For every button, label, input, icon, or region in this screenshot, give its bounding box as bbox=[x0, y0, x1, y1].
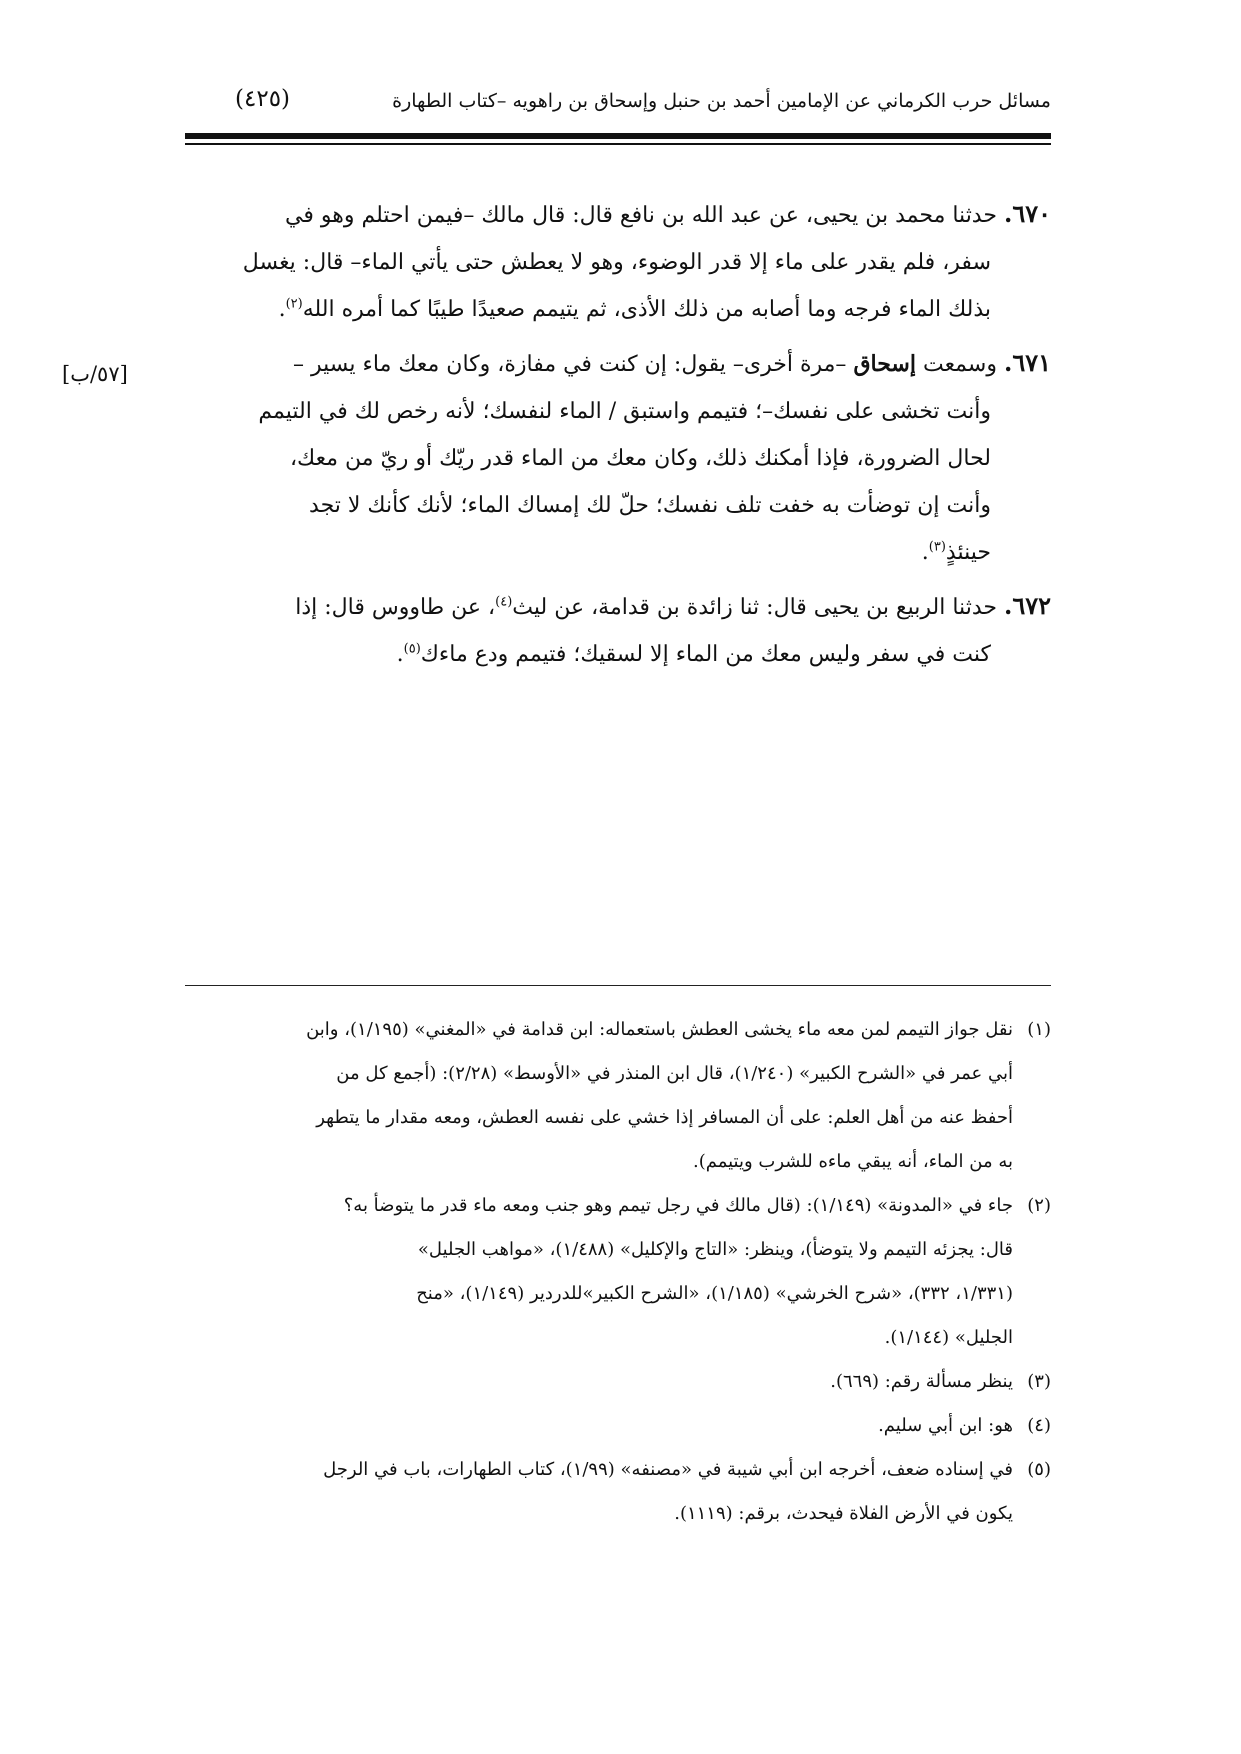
narrator-name: إسحاق bbox=[853, 351, 916, 377]
footnote-3 bbox=[185, 1360, 1051, 1404]
issue-672 bbox=[185, 582, 1051, 678]
footnote-line: (١/٣٣١، ٣٣٢)، «شرح الخرشي» (١/١٨٥)، «الشرح الكبير»للدردير (١/١٤٩)، «منح bbox=[416, 1283, 1013, 1304]
footnotes bbox=[185, 1008, 1051, 1536]
footnote-5 bbox=[185, 1448, 1051, 1536]
text-line: وأنت إن توضأت به خفت تلف نفسك؛ حلّ لك إمساك الماء؛ لأنك كأنك لا تجد bbox=[309, 493, 991, 518]
running-header bbox=[185, 86, 1051, 126]
footnote-separator bbox=[185, 985, 1051, 986]
issue-number: ٦٧٠. bbox=[1003, 199, 1051, 228]
text-line: حدثنا الربيع بن يحيى قال: ثنا زائدة بن قدامة، عن ليث bbox=[512, 595, 997, 620]
issue-670 bbox=[185, 190, 1051, 333]
punctuation: . bbox=[396, 642, 404, 667]
header-rule-thick bbox=[185, 133, 1051, 139]
footnote-line: في إسناده ضعف، أخرجه ابن أبي شيبة في «مصنفه» (١/٩٩)، كتاب الطهارات، باب في الرجل bbox=[323, 1459, 1013, 1480]
issue-671 bbox=[185, 339, 1051, 576]
footnote-line: أحفظ عنه من أهل العلم: على أن المسافر إذا خشي على نفسه العطش، ومعه مقدار ما يتطهر bbox=[316, 1107, 1013, 1128]
issue-number: ٦٧٢. bbox=[1003, 591, 1051, 620]
footnote-number: (١) bbox=[1027, 1019, 1051, 1040]
footnote-number: (٢) bbox=[1027, 1195, 1051, 1216]
text-line: بذلك الماء فرجه وما أصابه من ذلك الأذى، ثم يتيمم صعيدًا طيبًا كما أمره الله bbox=[302, 297, 991, 322]
footnote-line: الجليل» (١/١٤٤). bbox=[884, 1327, 1013, 1348]
footnote-ref: (٤) bbox=[495, 594, 513, 610]
text-line: حدثنا محمد بن يحيى، عن عبد الله بن نافع قال: قال مالك –فيمن احتلم وهو في bbox=[285, 203, 997, 228]
main-text bbox=[185, 190, 1051, 684]
footnote-line: أبي عمر في «الشرح الكبير» (١/٢٤٠)، قال ابن المنذر في «الأوسط» (٢/٢٨): (أجمع كل من bbox=[336, 1063, 1013, 1084]
footnote-4 bbox=[185, 1404, 1051, 1448]
footnote-number: (٤) bbox=[1027, 1415, 1051, 1436]
text-line: لحال الضرورة، فإذا أمكنك ذلك، وكان معك من الماء قدر ريّك أو ريّ من معك، bbox=[289, 446, 991, 471]
text-line: وأنت تخشى على نفسك–؛ فتيمم واستبق / الماء لنفسك؛ لأنه رخص لك في التيمم bbox=[258, 399, 991, 424]
punctuation: . bbox=[921, 540, 929, 565]
text-line: حينئذٍ bbox=[945, 540, 991, 565]
header-rule-thin bbox=[185, 143, 1051, 145]
issue-number: ٦٧١. bbox=[1003, 348, 1051, 377]
footnote-ref: (٢) bbox=[285, 296, 303, 312]
footnote-ref: (٥) bbox=[403, 641, 421, 657]
footnote-2 bbox=[185, 1184, 1051, 1360]
footnote-line: جاء في «المدونة» (١/١٤٩): (قال مالك في رجل تيمم وهو جنب ومعه ماء قدر ما يتوضأ به؟ bbox=[343, 1195, 1013, 1216]
text-line: –مرة أخرى– يقول: إن كنت في مفازة، وكان معك ماء يسير – bbox=[293, 352, 847, 377]
margin-folio-note: [٥٧/ب] bbox=[62, 362, 128, 386]
footnote-number: (٣) bbox=[1027, 1371, 1051, 1392]
footnote-line: هو: ابن أبي سليم. bbox=[878, 1415, 1013, 1436]
punctuation: . bbox=[278, 297, 286, 322]
page-number: (٤٢٥) bbox=[235, 86, 291, 112]
footnote-ref: (٣) bbox=[928, 539, 946, 555]
footnote-line: يكون في الأرض الفلاة فيحدث، برقم: (١١١٩). bbox=[674, 1503, 1013, 1524]
footnote-line: قال: يجزئه التيمم ولا يتوضأ)، وينظر: «التاج والإكليل» (١/٤٨٨)، «مواهب الجليل» bbox=[417, 1239, 1013, 1260]
footnote-line: به من الماء، أنه يبقي ماءه للشرب ويتيمم). bbox=[692, 1151, 1013, 1172]
text-line: ، عن طاووس قال: إذا bbox=[295, 595, 496, 620]
text-pre: وسمعت bbox=[922, 352, 997, 377]
footnote-line: ينظر مسألة رقم: (٦٦٩). bbox=[830, 1371, 1013, 1392]
footnote-1 bbox=[185, 1008, 1051, 1184]
header-title: مسائل حرب الكرماني عن الإمامين أحمد بن حنبل وإسحاق بن راهويه –كتاب الطهارة bbox=[392, 90, 1051, 112]
footnote-number: (٥) bbox=[1027, 1459, 1051, 1480]
text-line: كنت في سفر وليس معك من الماء إلا لسقيك؛ فتيمم ودع ماءك bbox=[420, 642, 991, 667]
text-line: سفر، فلم يقدر على ماء إلا قدر الوضوء، وهو لا يعطش حتى يأتي الماء– قال: يغسل bbox=[242, 250, 991, 275]
footnote-line: نقل جواز التيمم لمن معه ماء يخشى العطش باستعماله: ابن قدامة في «المغني» (١/١٩٥)، وابن bbox=[306, 1019, 1013, 1040]
